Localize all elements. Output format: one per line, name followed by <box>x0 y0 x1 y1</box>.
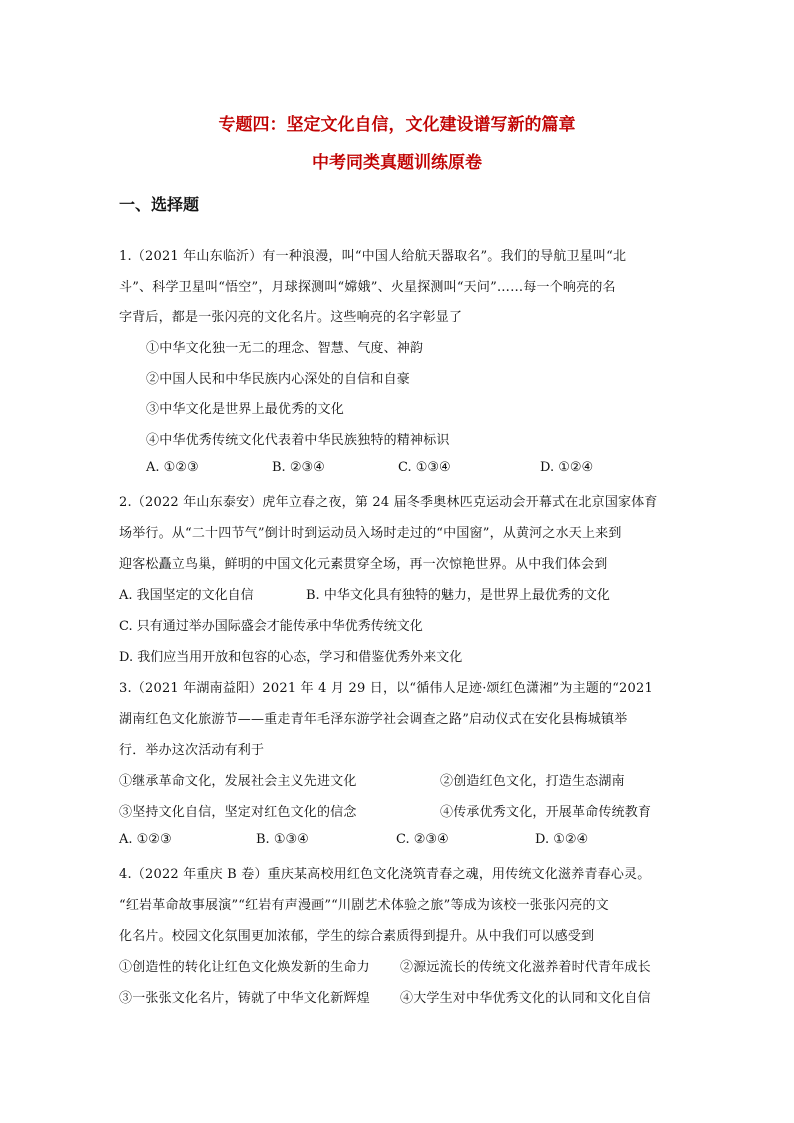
statement-item: ④传承优秀文化，开展革命传统教育 <box>440 805 652 820</box>
question-text: 3.（2021 年湖南益阳）2021 年 4 月 29 日，以“循伟人足迹·颂红色潇湘”为主题的“2021 <box>119 681 653 696</box>
question-text: “红岩革命故事展演”“红岩有声漫画”“川剧艺术体验之旅”等成为该校一张张闪亮的文 <box>119 898 609 913</box>
statement-item: ③一张张文化名片，铸就了中华文化新辉煌 <box>119 991 370 1006</box>
question-text: 行．举办这次活动有利于 <box>119 743 265 758</box>
statement-item: ②创造红色文化，打造生态湖南 <box>440 774 625 789</box>
question-text: 1.（2021 年山东临沂）有一种浪漫，叫“中国人给航天器取名”。我们的导航卫星叫“北 <box>119 249 627 264</box>
option-b: B. ①③④ <box>256 832 309 847</box>
statement-item: ②中国人民和中华民族内心深处的自信和自豪 <box>146 372 411 387</box>
statement-item: ④中华优秀传统文化代表着中华民族独特的精神标识 <box>146 433 450 448</box>
question-text: 迎客松矗立鸟巢，鲜明的中国文化元素贯穿全场，再一次惊艳世界。从中我们体会到 <box>119 557 608 572</box>
statement-item: ①继承革命文化，发展社会主义先进文化 <box>119 774 357 789</box>
option-c: C. ①③④ <box>398 460 451 475</box>
option-c: C. ②③④ <box>396 832 449 847</box>
option-b: B. 中华文化具有独特的魅力，是世界上最优秀的文化 <box>306 588 610 603</box>
option-c: C. 只有通过举办国际盛会才能传承中华优秀传统文化 <box>119 619 423 634</box>
page-title: 专题四：坚定文化自信，文化建设谱写新的篇章 <box>218 115 576 135</box>
option-d: D. 我们应当用开放和包容的心态，学习和借鉴优秀外来文化 <box>119 650 463 665</box>
question-text: 化名片。校园文化氛围更加浓郁，学生的综合素质得到提升。从中我们可以感受到 <box>119 929 595 944</box>
section-heading: 一、选择题 <box>119 195 200 214</box>
question-text: 湖南红色文化旅游节——重走青年毛泽东游学社会调查之路”启动仪式在安化县梅城镇举 <box>119 712 628 727</box>
option-d: D. ①②④ <box>535 832 589 847</box>
statement-item: ②源远流长的传统文化滋养着时代青年成长 <box>400 960 651 975</box>
question-text: 字背后，都是一张闪亮的文化名片。这些响亮的名字彰显了 <box>119 310 463 325</box>
statement-item: ③坚持文化自信，坚定对红色文化的信念 <box>119 805 357 820</box>
question-text: 4.（2022 年重庆 B 卷）重庆某高校用红色文化浇筑青春之魂，用传统文化滋养青春心灵。 <box>119 867 651 882</box>
option-b: B. ②③④ <box>272 460 325 475</box>
option-a: A. 我国坚定的文化自信 <box>119 588 254 603</box>
statement-item: ③中华文化是世界上最优秀的文化 <box>146 402 345 417</box>
option-d: D. ①②④ <box>540 460 594 475</box>
statement-item: ①创造性的转化让红色文化焕发新的生命力 <box>119 960 370 975</box>
option-a: A. ①②③ <box>119 832 172 847</box>
question-text: 斗”、科学卫星叫“悟空”，月球探测叫“嫦娥”、火星探测叫“天问”……每一个响亮的名 <box>119 280 616 295</box>
question-text: 2.（2022 年山东泰安）虎年立春之夜，第 24 届冬季奥林匹克运动会开幕式在北京国家体育 <box>119 495 658 510</box>
page-subtitle: 中考同类真题训练原卷 <box>312 153 482 173</box>
question-text: 场举行。从“二十四节气”倒计时到运动员入场时走过的“中国窗”，从黄河之水天上来到 <box>119 526 622 541</box>
option-a: A. ①②③ <box>146 460 199 475</box>
statement-item: ①中华文化独一无二的理念、智慧、气度、神韵 <box>146 341 424 356</box>
statement-item: ④大学生对中华优秀文化的认同和文化自信 <box>400 991 651 1006</box>
